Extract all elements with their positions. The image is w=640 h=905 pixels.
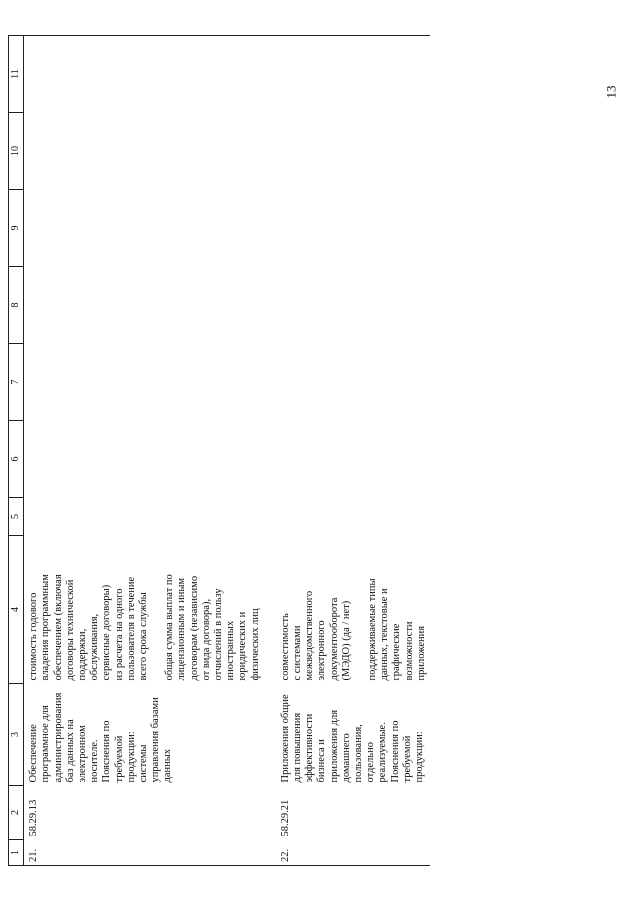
text-line: отчислений в пользу xyxy=(213,588,225,681)
text-line: физических лиц xyxy=(249,608,261,681)
text-line: юридических и xyxy=(237,611,249,681)
empty-cell xyxy=(24,190,264,267)
characteristics xyxy=(264,536,430,684)
characteristics xyxy=(24,536,264,684)
text-line: (МЭДО) (да / нет) xyxy=(340,600,352,681)
empty-cell xyxy=(24,421,264,498)
text-line: общая сумма выплат по xyxy=(164,574,176,681)
text-line: совместимость xyxy=(279,613,291,681)
text-line: программное для xyxy=(40,705,52,783)
rotated-page-content xyxy=(8,36,520,866)
text-line: документооборота xyxy=(328,597,340,681)
text-line: Обеспечение xyxy=(28,724,40,783)
column-header: 8 xyxy=(9,267,24,344)
empty-cell xyxy=(264,36,430,113)
product-name xyxy=(24,684,264,786)
column-header: 7 xyxy=(9,344,24,421)
text-line: стоимость годового xyxy=(28,592,40,681)
text-line: с системами xyxy=(292,625,304,681)
column-header: 6 xyxy=(9,421,24,498)
text-line: графические xyxy=(391,623,403,681)
text-line: баз данных на xyxy=(64,719,76,783)
table-row xyxy=(24,36,264,866)
product-name xyxy=(264,684,430,786)
text-line: пользования, xyxy=(353,724,365,783)
column-header: 3 xyxy=(9,684,24,786)
text-line: поддерживаемые типы xyxy=(367,578,379,681)
text-line: электронного xyxy=(316,620,328,681)
empty-cell xyxy=(24,113,264,190)
text-line: обеспечением (включая xyxy=(52,574,64,681)
text-line: электронном xyxy=(77,725,89,783)
text-line: поддержки, xyxy=(77,628,89,681)
empty-cell xyxy=(264,498,430,536)
text-line: продукции: xyxy=(125,731,137,783)
text-line: администрирования xyxy=(52,692,64,783)
column-header: 10 xyxy=(9,113,24,190)
empty-cell xyxy=(24,344,264,421)
table-body xyxy=(24,36,430,866)
text-line: договорам (независимо xyxy=(188,575,200,681)
empty-cell xyxy=(24,36,264,113)
text-line: реализуемые. xyxy=(377,722,389,783)
text-line: возможности xyxy=(403,621,415,681)
text-line: эффективности xyxy=(304,713,316,783)
header-row xyxy=(9,36,24,866)
text-line: Пояснения по xyxy=(389,720,401,783)
text-line: иностранных xyxy=(225,620,237,681)
column-header: 5 xyxy=(9,498,24,536)
column-header: 1 xyxy=(9,840,24,866)
text-line: приложения для xyxy=(328,709,340,783)
text-line: всего срока службы xyxy=(138,592,150,681)
text-line: лицензионным и иным xyxy=(176,577,188,681)
text-line: носителе. xyxy=(89,739,101,783)
specification-table xyxy=(8,35,430,866)
column-header: 9 xyxy=(9,190,24,267)
text-line: данных, текстовые и xyxy=(379,588,391,681)
text-line: требуемой xyxy=(401,735,413,783)
text-line: требуемой xyxy=(113,735,125,783)
okpd2-code: 58.29.21 xyxy=(279,799,291,837)
empty-cell xyxy=(264,190,430,267)
text-line: Пояснения по xyxy=(101,720,113,783)
text-line: договоры технической xyxy=(64,579,76,681)
text-line: приложения xyxy=(415,625,427,681)
empty-cell xyxy=(264,344,430,421)
text-line: владения программным xyxy=(40,574,52,681)
row-number: 22. xyxy=(264,840,430,866)
table-row xyxy=(264,36,430,866)
text-line: пользователя в течение xyxy=(125,576,137,681)
text-line: из расчета на одного xyxy=(113,588,125,681)
text-line: от вида договора), xyxy=(200,598,212,681)
row-number: 21. xyxy=(24,840,264,866)
text-line: системы xyxy=(138,744,150,783)
text-line: данных xyxy=(162,748,174,783)
empty-cell xyxy=(264,267,430,344)
text-line: Приложения общие xyxy=(279,694,291,783)
empty-cell xyxy=(24,267,264,344)
empty-cell xyxy=(264,113,430,190)
text-line: управления базами xyxy=(150,697,162,783)
page-number: 13 xyxy=(603,85,619,99)
text-line: сервисные договоры) xyxy=(101,584,113,681)
text-line: межведомственного xyxy=(304,590,316,681)
text-line: для повышения xyxy=(292,712,304,783)
text-line: отдельно xyxy=(365,742,377,783)
column-header: 11 xyxy=(9,36,24,113)
text-line: бизнеса и xyxy=(316,739,328,783)
text-line: продукции: xyxy=(414,731,426,783)
empty-cell xyxy=(264,421,430,498)
empty-cell xyxy=(24,498,264,536)
text-line: обслуживания, xyxy=(89,613,101,681)
text-line: домашнего xyxy=(340,733,352,783)
okpd2-code: 58.29.13 xyxy=(28,799,40,837)
column-header: 4 xyxy=(9,536,24,684)
column-header: 2 xyxy=(9,786,24,840)
